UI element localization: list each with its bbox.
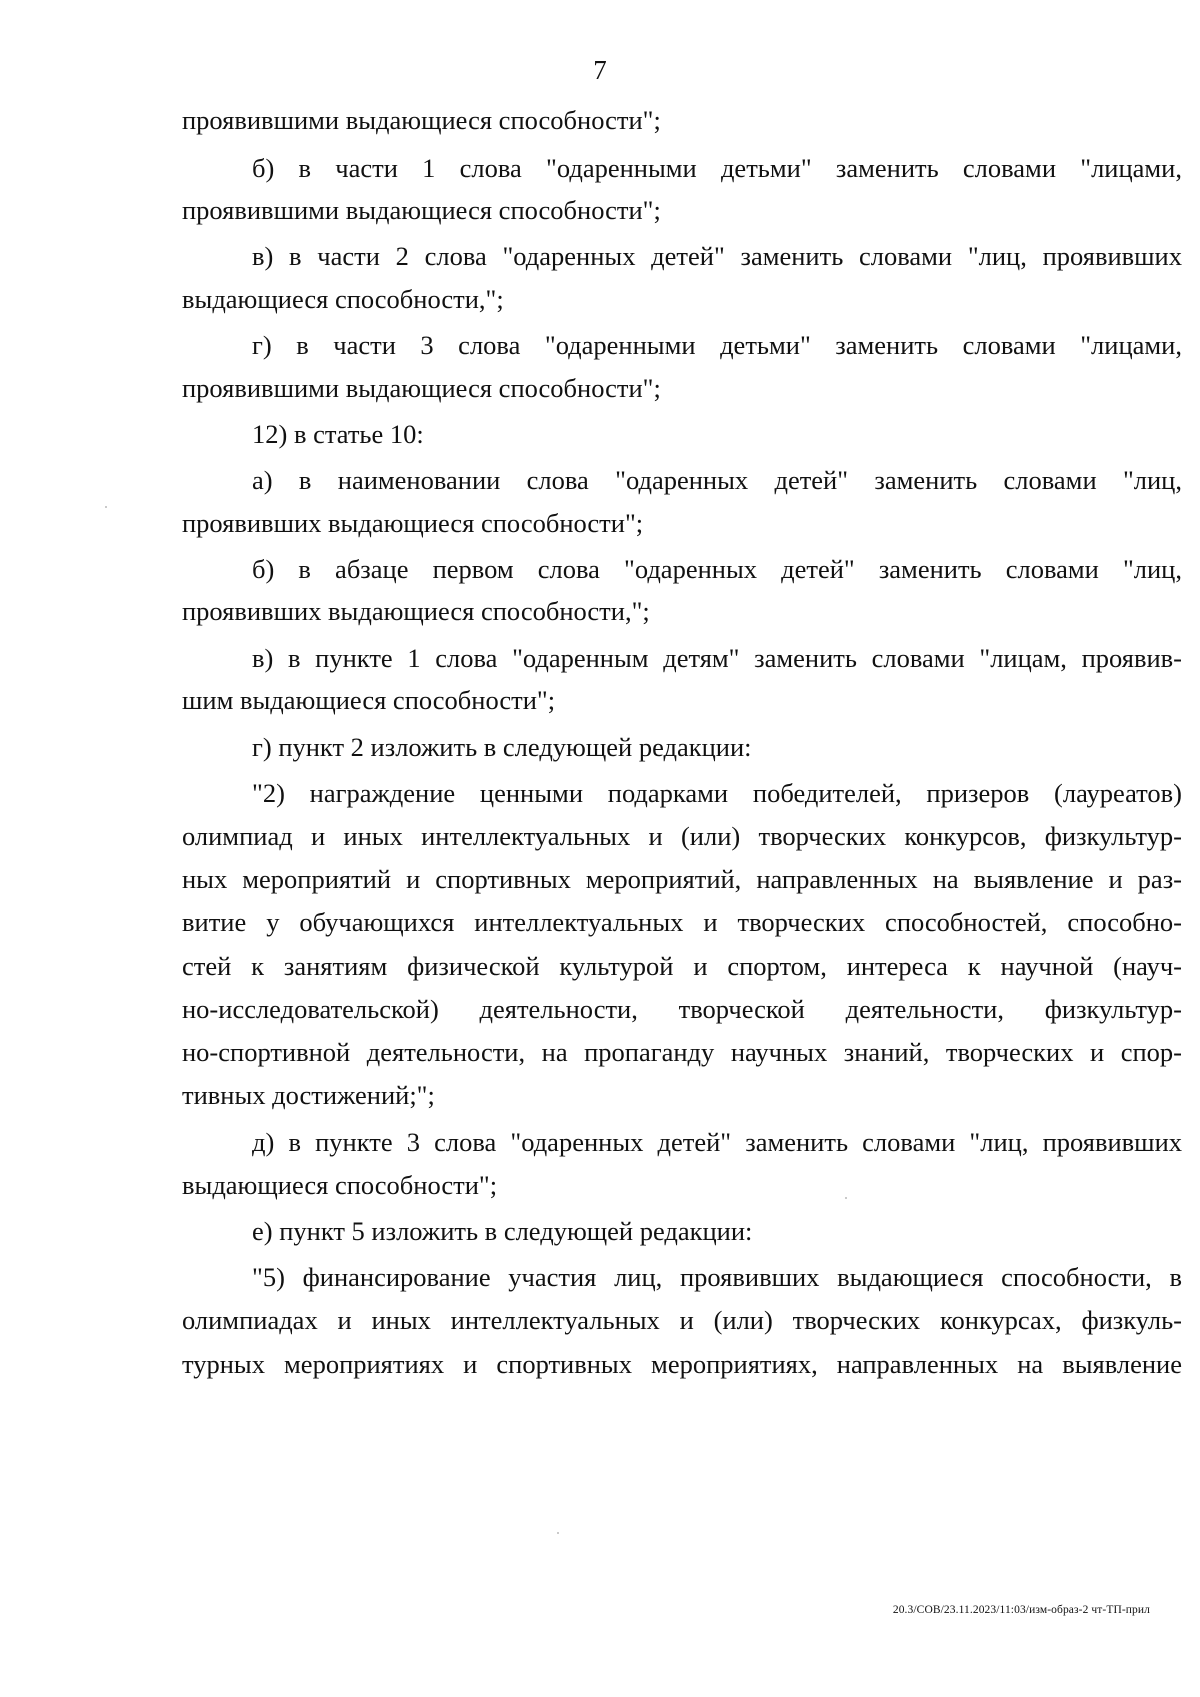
text-line: 12) в статье 10: [252, 419, 424, 449]
text-line: в) в части 2 слова "одаренных детей" заменить словами "лиц, проявивших [252, 241, 1182, 271]
text-line: е) пункт 5 изложить в следующей редакции: [252, 1216, 753, 1246]
text-line: шим выдающиеся способности"; [182, 685, 556, 715]
text-line: ных мероприятий и спортивных мероприятий, направленных на выявление и раз- [182, 864, 1182, 894]
text-line: а) в наименовании слова "одаренных детей" заменить словами "лиц, [252, 465, 1182, 495]
text-line: в) в пункте 1 слова "одаренным детям" заменить словами "лицам, проявив- [252, 643, 1182, 673]
text-line: проявившими выдающиеся способности"; [182, 195, 661, 225]
text-line: б) в части 1 слова "одаренными детьми" заменить словами "лицами, [252, 153, 1182, 183]
text-line: стей к занятиям физической культурой и спортом, интереса к научной (науч- [182, 951, 1182, 981]
text-line: выдающиеся способности,"; [182, 284, 504, 314]
text-line: "5) финансирование участия лиц, проявивших выдающиеся способности, в [252, 1262, 1182, 1292]
text-line: проявивших выдающиеся способности"; [182, 508, 644, 538]
text-line: но-спортивной деятельности, на пропаганду научных знаний, творческих и спор- [182, 1037, 1182, 1067]
scan-speck [105, 506, 107, 508]
text-line: витие у обучающихся интеллектуальных и творческих способностей, способно- [182, 907, 1182, 937]
text-line: г) пункт 2 изложить в следующей редакции: [252, 732, 752, 762]
text-line: турных мероприятиях и спортивных мероприятиях, направленных на выявление [182, 1349, 1182, 1379]
text-line: олимпиад и иных интеллектуальных и (или) творческих конкурсов, физкультур- [182, 821, 1182, 851]
text-line: проявившими выдающиеся способности"; [182, 373, 661, 403]
text-line: "2) награждение ценными подарками победителей, призеров (лауреатов) [252, 778, 1182, 808]
text-line: г) в части 3 слова "одаренными детьми" заменить словами "лицами, [252, 330, 1182, 360]
text-line: д) в пункте 3 слова "одаренных детей" заменить словами "лиц, проявивших [252, 1127, 1182, 1157]
text-line: б) в абзаце первом слова "одаренных детей" заменить словами "лиц, [252, 554, 1182, 584]
scan-speck [845, 1197, 847, 1199]
scan-speck [557, 1532, 559, 1534]
page-number: 7 [593, 55, 607, 85]
text-line: проявивших выдающиеся способности,"; [182, 596, 650, 626]
text-line: но-исследовательской) деятельности, творческой деятельности, физкультур- [182, 994, 1182, 1024]
text-line: проявившими выдающиеся способности"; [182, 105, 661, 135]
text-line: тивных достижений;"; [182, 1080, 435, 1110]
text-line: олимпиадах и иных интеллектуальных и (или) творческих конкурсах, физкуль- [182, 1305, 1182, 1335]
document-footer: 20.3/СОВ/23.11.2023/11:03/изм-образ-2 чт-ТП-прил [892, 1604, 1150, 1616]
text-line: выдающиеся способности"; [182, 1170, 498, 1200]
